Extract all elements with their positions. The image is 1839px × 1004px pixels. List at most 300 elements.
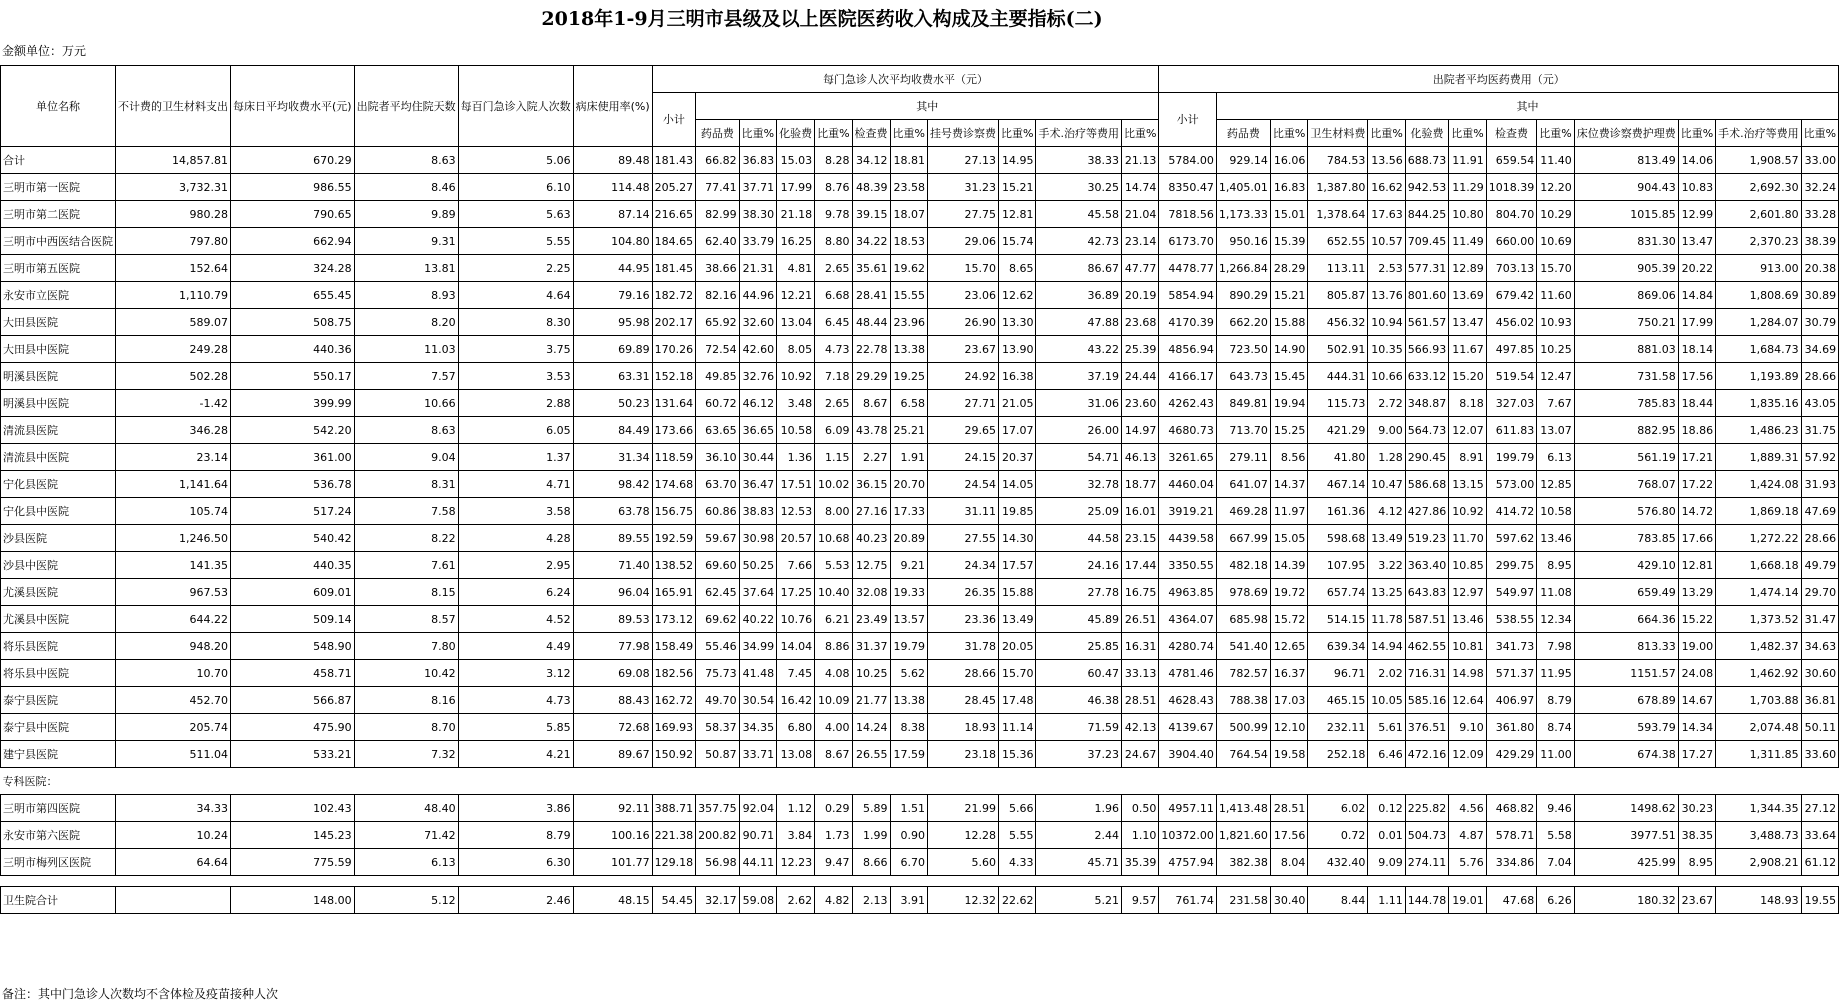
table-cell: 18.44 bbox=[1678, 390, 1715, 417]
section-label: 专科医院： bbox=[1, 768, 1839, 795]
table-cell: 14.37 bbox=[1270, 471, 1307, 498]
table-cell: 382.38 bbox=[1216, 849, 1270, 876]
row-unit-name: 三明市第二医院 bbox=[1, 201, 116, 228]
table-cell: 32.08 bbox=[852, 579, 890, 606]
table-cell: 942.53 bbox=[1405, 174, 1449, 201]
table-cell: 12.75 bbox=[852, 552, 890, 579]
table-cell: 2,692.30 bbox=[1716, 174, 1802, 201]
table-cell: 7.61 bbox=[354, 552, 458, 579]
table-cell: 8.04 bbox=[1270, 849, 1307, 876]
table-cell: 12.09 bbox=[1449, 741, 1486, 768]
table-cell: 5.62 bbox=[890, 660, 927, 687]
table-cell bbox=[116, 887, 231, 914]
table-cell: 3.86 bbox=[458, 795, 573, 822]
table-cell: 3350.55 bbox=[1159, 552, 1217, 579]
table-cell: 6.68 bbox=[815, 282, 852, 309]
table-cell: 14.74 bbox=[1121, 174, 1158, 201]
table-cell: 34.12 bbox=[852, 147, 890, 174]
table-cell: 6.26 bbox=[1537, 887, 1574, 914]
table-cell: 4170.39 bbox=[1159, 309, 1217, 336]
table-cell: 1,835.16 bbox=[1716, 390, 1802, 417]
table-cell: 13.04 bbox=[777, 309, 815, 336]
table-cell: 43.78 bbox=[852, 417, 890, 444]
table-cell: 4280.74 bbox=[1159, 633, 1217, 660]
table-cell: 24.16 bbox=[1036, 552, 1122, 579]
table-cell: 561.19 bbox=[1574, 444, 1678, 471]
table-cell: 4963.85 bbox=[1159, 579, 1217, 606]
table-cell: 31.47 bbox=[1801, 606, 1838, 633]
table-cell: 550.17 bbox=[231, 363, 355, 390]
table-cell: 13.49 bbox=[999, 606, 1036, 633]
table-cell: 10.58 bbox=[777, 417, 815, 444]
table-cell: 20.37 bbox=[999, 444, 1036, 471]
table-cell: 69.62 bbox=[696, 606, 740, 633]
table-cell: 252.18 bbox=[1308, 741, 1368, 768]
table-cell: 64.64 bbox=[116, 849, 231, 876]
table-row bbox=[1, 363, 1839, 390]
table-cell: 0.90 bbox=[890, 822, 927, 849]
table-cell: 174.68 bbox=[652, 471, 696, 498]
table-cell: 19.58 bbox=[1270, 741, 1307, 768]
table-cell: 1,110.79 bbox=[116, 282, 231, 309]
table-cell: 89.48 bbox=[573, 147, 652, 174]
table-cell: 36.10 bbox=[696, 444, 740, 471]
table-cell: 5.60 bbox=[928, 849, 999, 876]
table-cell: 15.20 bbox=[1449, 363, 1486, 390]
table-cell: 1.37 bbox=[458, 444, 573, 471]
table-cell: 10.42 bbox=[354, 660, 458, 687]
table-cell: 38.83 bbox=[739, 498, 776, 525]
table-cell: 156.75 bbox=[652, 498, 696, 525]
table-cell: 9.00 bbox=[1368, 417, 1405, 444]
table-cell: 96.71 bbox=[1308, 660, 1368, 687]
table-cell: 849.81 bbox=[1216, 390, 1270, 417]
table-cell: 21.99 bbox=[928, 795, 999, 822]
table-cell: 14.98 bbox=[1449, 660, 1486, 687]
table-row bbox=[1, 282, 1839, 309]
table-cell: 882.95 bbox=[1574, 417, 1678, 444]
table-cell: 597.62 bbox=[1486, 525, 1537, 552]
table-cell: 429.29 bbox=[1486, 741, 1537, 768]
table-cell: 44.95 bbox=[573, 255, 652, 282]
table-cell: 290.45 bbox=[1405, 444, 1449, 471]
table-cell: 674.38 bbox=[1574, 741, 1678, 768]
table-cell: 19.72 bbox=[1270, 579, 1307, 606]
table-cell: 18.14 bbox=[1678, 336, 1715, 363]
table-cell: 11.60 bbox=[1537, 282, 1574, 309]
table-cell: 16.31 bbox=[1121, 633, 1158, 660]
table-cell: 6.45 bbox=[815, 309, 852, 336]
table-cell: 31.34 bbox=[573, 444, 652, 471]
table-cell: 169.93 bbox=[652, 714, 696, 741]
table-cell: 36.81 bbox=[1801, 687, 1838, 714]
table-cell: 1015.85 bbox=[1574, 201, 1678, 228]
table-cell: 482.18 bbox=[1216, 552, 1270, 579]
table-cell: 1,821.60 bbox=[1216, 822, 1270, 849]
table-cell: 29.70 bbox=[1801, 579, 1838, 606]
table-cell: 13.76 bbox=[1368, 282, 1405, 309]
table-cell: 324.28 bbox=[231, 255, 355, 282]
table-cell: 327.03 bbox=[1486, 390, 1537, 417]
table-cell: 19.00 bbox=[1678, 633, 1715, 660]
table-cell: 16.01 bbox=[1121, 498, 1158, 525]
table-cell: 713.70 bbox=[1216, 417, 1270, 444]
row-unit-name: 宁化县医院 bbox=[1, 471, 116, 498]
table-cell: 1,869.18 bbox=[1716, 498, 1802, 525]
table-cell: 3977.51 bbox=[1574, 822, 1678, 849]
header-ip-col: 比重% bbox=[1801, 120, 1838, 147]
table-cell: 27.12 bbox=[1801, 795, 1838, 822]
header-avg-stay: 出院者平均住院天数 bbox=[354, 66, 458, 147]
table-cell: 6.58 bbox=[890, 390, 927, 417]
table-cell: 23.58 bbox=[890, 174, 927, 201]
header-op-subtotal: 小计 bbox=[652, 93, 696, 147]
table-cell: 509.14 bbox=[231, 606, 355, 633]
table-cell: 30.54 bbox=[739, 687, 776, 714]
table-cell: 20.05 bbox=[999, 633, 1036, 660]
table-cell: 31.11 bbox=[928, 498, 999, 525]
table-cell: 5.55 bbox=[999, 822, 1036, 849]
table-cell: 11.70 bbox=[1449, 525, 1486, 552]
table-cell: 41.80 bbox=[1308, 444, 1368, 471]
table-cell: 72.54 bbox=[696, 336, 740, 363]
table-cell: 4.12 bbox=[1368, 498, 1405, 525]
table-cell: 12.34 bbox=[1537, 606, 1574, 633]
table-cell: 16.42 bbox=[777, 687, 815, 714]
table-cell: 17.56 bbox=[1270, 822, 1307, 849]
table-cell: 30.89 bbox=[1801, 282, 1838, 309]
table-cell: 12.62 bbox=[999, 282, 1036, 309]
table-cell: 23.14 bbox=[1121, 228, 1158, 255]
table-cell: 4166.17 bbox=[1159, 363, 1217, 390]
table-cell: 508.75 bbox=[231, 309, 355, 336]
table-cell: 30.25 bbox=[1036, 174, 1122, 201]
table-cell: 670.29 bbox=[231, 147, 355, 174]
table-cell: 731.58 bbox=[1574, 363, 1678, 390]
table-cell: 587.51 bbox=[1405, 606, 1449, 633]
table-cell: 1,424.08 bbox=[1716, 471, 1802, 498]
table-cell: 13.47 bbox=[1449, 309, 1486, 336]
header-ip-col: 检查费 bbox=[1486, 120, 1537, 147]
table-cell: 31.23 bbox=[928, 174, 999, 201]
table-cell: 37.23 bbox=[1036, 741, 1122, 768]
table-cell: 20.89 bbox=[890, 525, 927, 552]
table-cell: 3.22 bbox=[1368, 552, 1405, 579]
table-cell: 784.53 bbox=[1308, 147, 1368, 174]
table-cell: 5.66 bbox=[999, 795, 1036, 822]
header-bed-usage: 病床使用率(%) bbox=[573, 66, 652, 147]
table-cell: 11.95 bbox=[1537, 660, 1574, 687]
table-cell: 905.39 bbox=[1574, 255, 1678, 282]
table-cell: 13.49 bbox=[1368, 525, 1405, 552]
table-cell: 6.46 bbox=[1368, 741, 1405, 768]
table-cell: 427.86 bbox=[1405, 498, 1449, 525]
table-cell: 170.26 bbox=[652, 336, 696, 363]
table-cell: 31.78 bbox=[928, 633, 999, 660]
table-cell: 14.94 bbox=[1368, 633, 1405, 660]
table-cell: 38.66 bbox=[696, 255, 740, 282]
table-cell: 27.75 bbox=[928, 201, 999, 228]
table-cell: 4364.07 bbox=[1159, 606, 1217, 633]
table-cell: 13.90 bbox=[999, 336, 1036, 363]
table-cell: 105.74 bbox=[116, 498, 231, 525]
table-cell: 10.35 bbox=[1368, 336, 1405, 363]
row-unit-name: 三明市第五医院 bbox=[1, 255, 116, 282]
table-cell: 13.81 bbox=[354, 255, 458, 282]
table-cell: 28.45 bbox=[928, 687, 999, 714]
table-cell: 6.30 bbox=[458, 849, 573, 876]
table-cell: 200.82 bbox=[696, 822, 740, 849]
table-cell: 586.68 bbox=[1405, 471, 1449, 498]
table-cell: 440.36 bbox=[231, 336, 355, 363]
table-cell: 42.13 bbox=[1121, 714, 1158, 741]
table-cell: 641.07 bbox=[1216, 471, 1270, 498]
table-cell: 17.22 bbox=[1678, 471, 1715, 498]
table-cell: 20.19 bbox=[1121, 282, 1158, 309]
header-ip-col: 手术.治疗等费用 bbox=[1716, 120, 1802, 147]
table-cell: 26.35 bbox=[928, 579, 999, 606]
table-cell: 1.91 bbox=[890, 444, 927, 471]
table-cell: 17.99 bbox=[1678, 309, 1715, 336]
table-cell: 46.13 bbox=[1121, 444, 1158, 471]
table-cell: 32.60 bbox=[739, 309, 776, 336]
table-cell: 63.31 bbox=[573, 363, 652, 390]
table-cell: 107.95 bbox=[1308, 552, 1368, 579]
table-cell: 25.39 bbox=[1121, 336, 1158, 363]
table-cell: 4.73 bbox=[458, 687, 573, 714]
table-cell: 17.03 bbox=[1270, 687, 1307, 714]
table-cell: 10.68 bbox=[815, 525, 852, 552]
table-cell: 148.00 bbox=[231, 887, 355, 914]
table-cell: 56.98 bbox=[696, 849, 740, 876]
table-row bbox=[1, 714, 1839, 741]
table-cell: 87.14 bbox=[573, 201, 652, 228]
table-cell: 30.79 bbox=[1801, 309, 1838, 336]
table-cell: 0.50 bbox=[1121, 795, 1158, 822]
table-cell: 948.20 bbox=[116, 633, 231, 660]
table-cell: 10.58 bbox=[1537, 498, 1574, 525]
table-cell: 34.69 bbox=[1801, 336, 1838, 363]
table-cell: 0.12 bbox=[1368, 795, 1405, 822]
table-cell: 138.52 bbox=[652, 552, 696, 579]
table-cell: 35.39 bbox=[1121, 849, 1158, 876]
table-cell: 8.15 bbox=[354, 579, 458, 606]
table-cell: 38.35 bbox=[1678, 822, 1715, 849]
table-cell: 542.20 bbox=[231, 417, 355, 444]
table-cell: 90.71 bbox=[739, 822, 776, 849]
table-cell: 1,284.07 bbox=[1716, 309, 1802, 336]
table-cell: 43.22 bbox=[1036, 336, 1122, 363]
table-cell: 29.29 bbox=[852, 363, 890, 390]
table-cell: 28.51 bbox=[1270, 795, 1307, 822]
table-cell: 12.81 bbox=[1678, 552, 1715, 579]
table-cell: 1,141.64 bbox=[116, 471, 231, 498]
table-cell: 667.99 bbox=[1216, 525, 1270, 552]
table-cell: 609.01 bbox=[231, 579, 355, 606]
table-cell: 17.66 bbox=[1678, 525, 1715, 552]
table-cell: 21.13 bbox=[1121, 147, 1158, 174]
table-cell: 60.72 bbox=[696, 390, 740, 417]
table-cell: 6.05 bbox=[458, 417, 573, 444]
table-cell: 657.74 bbox=[1308, 579, 1368, 606]
table-row bbox=[1, 444, 1839, 471]
table-cell: 4139.67 bbox=[1159, 714, 1217, 741]
table-cell: 15.03 bbox=[777, 147, 815, 174]
table-cell: 5.21 bbox=[1036, 887, 1122, 914]
table-cell: 15.88 bbox=[999, 579, 1036, 606]
table-cell: 4.56 bbox=[1449, 795, 1486, 822]
table-cell: 3919.21 bbox=[1159, 498, 1217, 525]
table-cell: 9.09 bbox=[1368, 849, 1405, 876]
header-ip-col: 药品费 bbox=[1216, 120, 1270, 147]
table-cell: 9.21 bbox=[890, 552, 927, 579]
table-cell: 3.48 bbox=[777, 390, 815, 417]
table-cell: 662.20 bbox=[1216, 309, 1270, 336]
table-cell: 38.30 bbox=[739, 201, 776, 228]
table-cell: 66.82 bbox=[696, 147, 740, 174]
table-cell: 775.59 bbox=[231, 849, 355, 876]
table-cell: 1018.39 bbox=[1486, 174, 1537, 201]
table-cell: 19.55 bbox=[1801, 887, 1838, 914]
table-cell: 40.22 bbox=[739, 606, 776, 633]
header-ip-col: 比重% bbox=[1449, 120, 1486, 147]
table-cell: 141.35 bbox=[116, 552, 231, 579]
row-unit-name: 三明市中西医结合医院 bbox=[1, 228, 116, 255]
table-cell: 6.80 bbox=[777, 714, 815, 741]
table-cell: 500.99 bbox=[1216, 714, 1270, 741]
table-cell: 4478.77 bbox=[1159, 255, 1217, 282]
table-cell: 2.25 bbox=[458, 255, 573, 282]
table-cell: 38.39 bbox=[1801, 228, 1838, 255]
table-cell: 465.15 bbox=[1308, 687, 1368, 714]
table-row bbox=[1, 633, 1839, 660]
table-cell: 23.15 bbox=[1121, 525, 1158, 552]
table-cell: 10.05 bbox=[1368, 687, 1405, 714]
table-cell: 750.21 bbox=[1574, 309, 1678, 336]
table-cell: 16.38 bbox=[999, 363, 1036, 390]
table-cell: 4.87 bbox=[1449, 822, 1486, 849]
table-cell: 205.74 bbox=[116, 714, 231, 741]
table-cell: 4.64 bbox=[458, 282, 573, 309]
table-cell: 3.12 bbox=[458, 660, 573, 687]
table-cell: 21.04 bbox=[1121, 201, 1158, 228]
table-cell: 633.12 bbox=[1405, 363, 1449, 390]
table-cell: 2.88 bbox=[458, 390, 573, 417]
table-cell: 27.13 bbox=[928, 147, 999, 174]
table-cell: 3.53 bbox=[458, 363, 573, 390]
table-cell: 785.83 bbox=[1574, 390, 1678, 417]
table-cell: 63.70 bbox=[696, 471, 740, 498]
table-cell: 20.22 bbox=[1678, 255, 1715, 282]
table-cell: 9.78 bbox=[815, 201, 852, 228]
table-cell: 72.68 bbox=[573, 714, 652, 741]
table-cell: 813.49 bbox=[1574, 147, 1678, 174]
table-cell: 15.45 bbox=[1270, 363, 1307, 390]
table-cell: 216.65 bbox=[652, 201, 696, 228]
table-cell: 50.87 bbox=[696, 741, 740, 768]
table-cell: 18.77 bbox=[1121, 471, 1158, 498]
table-cell: 59.67 bbox=[696, 525, 740, 552]
row-unit-name: 三明市梅列区医院 bbox=[1, 849, 116, 876]
table-cell: 2.27 bbox=[852, 444, 890, 471]
table-row bbox=[1, 795, 1839, 822]
table-cell: 1,413.48 bbox=[1216, 795, 1270, 822]
table-cell: 37.19 bbox=[1036, 363, 1122, 390]
table-cell: 14,857.81 bbox=[116, 147, 231, 174]
spacer-row bbox=[1, 876, 1839, 887]
table-cell: 6.09 bbox=[815, 417, 852, 444]
table-cell: 49.70 bbox=[696, 687, 740, 714]
table-cell: 25.09 bbox=[1036, 498, 1122, 525]
table-cell: 50.11 bbox=[1801, 714, 1838, 741]
table-cell: 49.85 bbox=[696, 363, 740, 390]
table-cell: 44.11 bbox=[739, 849, 776, 876]
table-cell: 11.03 bbox=[354, 336, 458, 363]
table-cell: 12.28 bbox=[928, 822, 999, 849]
table-cell: 950.16 bbox=[1216, 228, 1270, 255]
table-cell: 86.67 bbox=[1036, 255, 1122, 282]
table-cell: 566.93 bbox=[1405, 336, 1449, 363]
table-cell: 881.03 bbox=[1574, 336, 1678, 363]
table-cell: 11.67 bbox=[1449, 336, 1486, 363]
table-cell: -1.42 bbox=[116, 390, 231, 417]
table-cell: 129.18 bbox=[652, 849, 696, 876]
table-cell: 19.79 bbox=[890, 633, 927, 660]
table-cell: 805.87 bbox=[1308, 282, 1368, 309]
table-cell: 440.35 bbox=[231, 552, 355, 579]
table-cell: 13.07 bbox=[1537, 417, 1574, 444]
table-cell: 12.47 bbox=[1537, 363, 1574, 390]
table-cell: 764.54 bbox=[1216, 741, 1270, 768]
row-unit-name: 尤溪县医院 bbox=[1, 579, 116, 606]
table-cell: 27.55 bbox=[928, 525, 999, 552]
table-cell: 17.44 bbox=[1121, 552, 1158, 579]
table-cell: 5854.94 bbox=[1159, 282, 1217, 309]
table-cell: 15.21 bbox=[1270, 282, 1307, 309]
table-cell: 7.57 bbox=[354, 363, 458, 390]
table-cell: 659.49 bbox=[1574, 579, 1678, 606]
table-cell: 27.78 bbox=[1036, 579, 1122, 606]
table-cell: 54.45 bbox=[652, 887, 696, 914]
table-cell: 2.62 bbox=[777, 887, 815, 914]
table-cell: 8.56 bbox=[1270, 444, 1307, 471]
table-cell: 9.89 bbox=[354, 201, 458, 228]
table-cell: 1,474.14 bbox=[1716, 579, 1802, 606]
row-unit-name: 大田县医院 bbox=[1, 309, 116, 336]
table-cell: 17.99 bbox=[777, 174, 815, 201]
table-cell: 36.89 bbox=[1036, 282, 1122, 309]
header-op-col: 比重% bbox=[739, 120, 776, 147]
table-cell: 8.70 bbox=[354, 714, 458, 741]
table-cell: 33.60 bbox=[1801, 741, 1838, 768]
table-row bbox=[1, 579, 1839, 606]
table-cell: 23.14 bbox=[116, 444, 231, 471]
table-cell: 3.91 bbox=[890, 887, 927, 914]
table-cell: 688.73 bbox=[1405, 147, 1449, 174]
table-cell: 564.73 bbox=[1405, 417, 1449, 444]
table-cell: 3,732.31 bbox=[116, 174, 231, 201]
header-ip-col: 比重% bbox=[1368, 120, 1405, 147]
table-cell: 15.36 bbox=[999, 741, 1036, 768]
table-cell: 45.71 bbox=[1036, 849, 1122, 876]
table-cell: 30.40 bbox=[1270, 887, 1307, 914]
table-cell: 444.31 bbox=[1308, 363, 1368, 390]
table-cell: 249.28 bbox=[116, 336, 231, 363]
table-cell: 4.08 bbox=[815, 660, 852, 687]
table-cell: 514.15 bbox=[1308, 606, 1368, 633]
row-unit-name: 宁化县中医院 bbox=[1, 498, 116, 525]
table-cell: 33.64 bbox=[1801, 822, 1838, 849]
